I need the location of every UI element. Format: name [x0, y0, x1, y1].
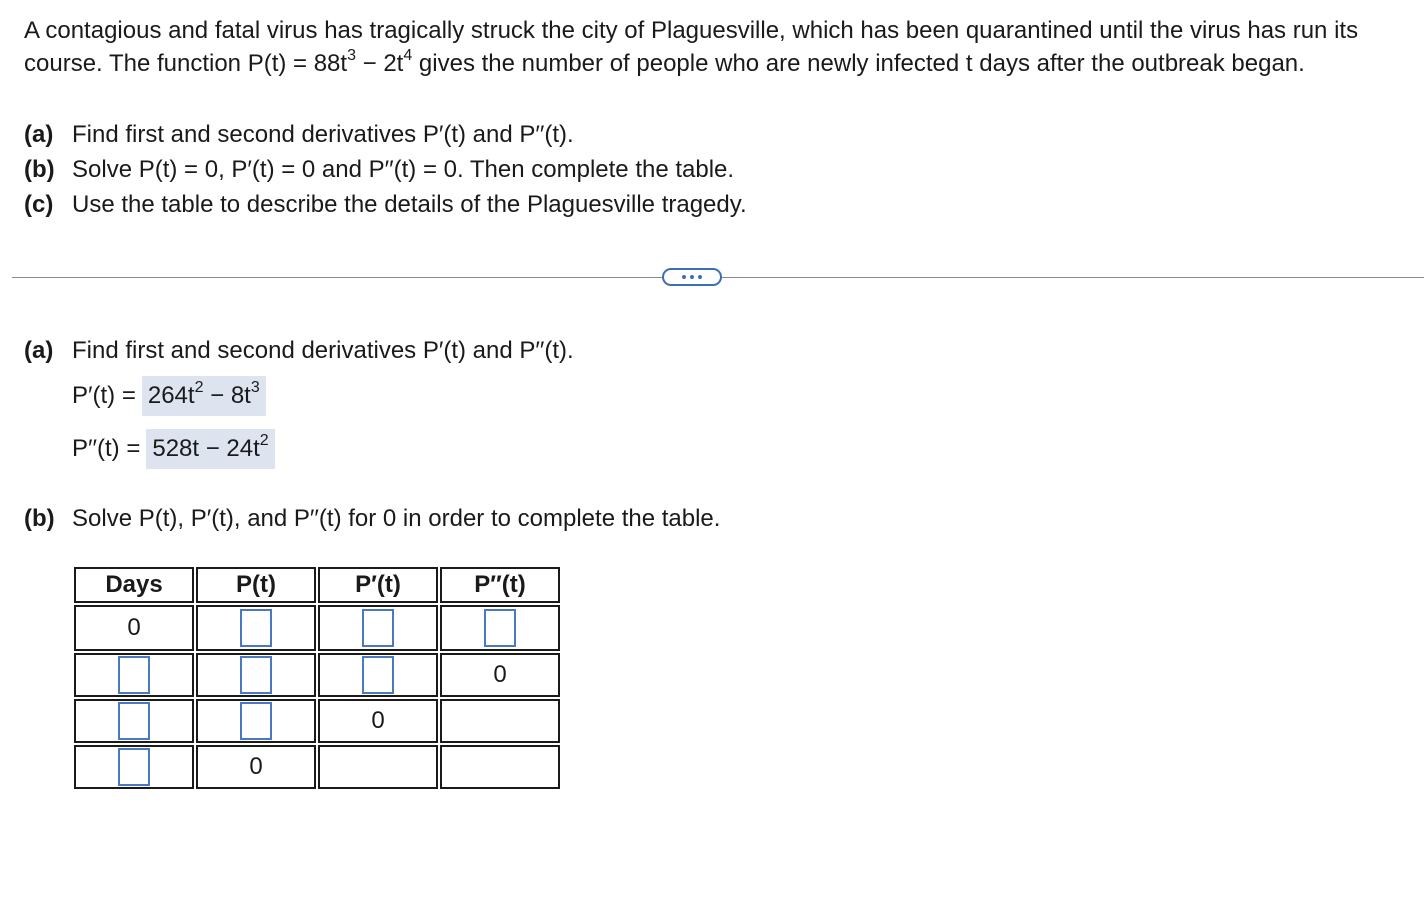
part-letter: (a) [24, 337, 54, 364]
table-cell [74, 653, 194, 697]
problem-text-3: gives the number of people who are newly infected t days after the outbreak began. [412, 50, 1305, 77]
table-row [74, 605, 560, 651]
part-letter: (b) [24, 156, 55, 183]
table-cell [318, 605, 438, 651]
table-cell: 0 [318, 699, 438, 743]
problem-part-c [24, 191, 747, 219]
answer-input-box[interactable] [240, 656, 272, 694]
table-cell [440, 745, 560, 789]
second-derivative-answer[interactable] [146, 429, 274, 469]
table-cell [196, 653, 316, 697]
table-cell: 0 [196, 745, 316, 789]
header-p-prime: P′(t) [318, 567, 438, 603]
part-letter: (b) [24, 505, 55, 532]
first-derivative-label: P′(t) = [72, 382, 136, 409]
problem-statement [24, 14, 1414, 80]
answer-exponent: 2 [194, 379, 204, 396]
answer-input-box[interactable] [362, 656, 394, 694]
table-cell: 0 [74, 605, 194, 651]
part-text: Find first and second derivatives P′(t) and P′′(t). [72, 337, 574, 364]
answer-term: 264t [147, 382, 195, 409]
table-cell [196, 699, 316, 743]
table-cell [74, 745, 194, 789]
table-cell [196, 605, 316, 651]
part-text: Find first and second derivatives P′(t) and P′′(t). [72, 121, 574, 148]
table-row [74, 653, 560, 697]
answer-input-box[interactable] [240, 702, 272, 740]
part-letter: (a) [24, 121, 54, 148]
part-text: Solve P(t), P′(t), and P′′(t) for 0 in order to complete the table. [72, 505, 721, 532]
problem-text-1: A contagious and fatal virus has tragically struck the city of Plaguesville, which has been quarantined until the virus has run its course. The function P(t) = 88t [24, 17, 1359, 77]
dot-icon [690, 275, 694, 279]
table-cell [440, 699, 560, 743]
header-p: P(t) [196, 567, 316, 603]
second-derivative-label: P′′(t) = [72, 435, 141, 462]
table-cell: 0 [440, 653, 560, 697]
part-letter: (c) [24, 191, 54, 218]
first-derivative-answer[interactable] [142, 376, 266, 416]
header-days: Days [74, 567, 194, 603]
answer-term: − 8t [203, 382, 251, 409]
part-a-heading [24, 337, 574, 365]
answer-input-box[interactable] [484, 609, 516, 647]
answer-input-box[interactable] [362, 609, 394, 647]
answer-table [72, 565, 562, 791]
table-header-row [74, 567, 560, 603]
dot-icon [698, 275, 702, 279]
table-cell [74, 699, 194, 743]
table-row [74, 745, 560, 789]
first-derivative-row [72, 376, 266, 416]
dot-icon [682, 275, 686, 279]
problem-part-b [24, 156, 734, 184]
table-row [74, 699, 560, 743]
answer-term: 528t − 24t [152, 435, 260, 462]
second-derivative-row [72, 429, 275, 469]
part-text: Solve P(t) = 0, P′(t) = 0 and P′′(t) = 0. Then complete the table. [72, 156, 735, 183]
problem-part-a [24, 121, 574, 149]
answer-input-box[interactable] [118, 656, 150, 694]
table-cell [318, 653, 438, 697]
part-b-heading [24, 505, 720, 533]
table-cell [318, 745, 438, 789]
problem-exponent-1: 3 [347, 47, 356, 64]
part-text: Use the table to describe the details of the Plaguesville tragedy. [72, 191, 747, 218]
problem-text-2: − 2t [355, 50, 404, 77]
expand-more-button[interactable] [662, 268, 722, 286]
answer-input-box[interactable] [240, 609, 272, 647]
table-cell [440, 605, 560, 651]
answer-input-box[interactable] [118, 748, 150, 786]
header-p-double-prime: P′′(t) [440, 567, 560, 603]
problem-exponent-2: 4 [403, 47, 413, 64]
answer-exponent: 3 [250, 379, 260, 396]
answer-input-box[interactable] [118, 702, 150, 740]
answer-exponent: 2 [259, 432, 269, 449]
